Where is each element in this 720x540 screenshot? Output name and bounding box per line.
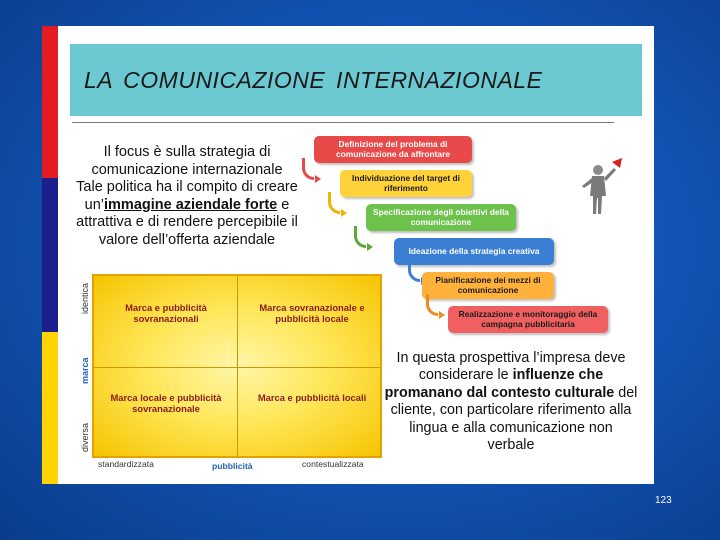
step-arrow-icon — [302, 158, 314, 180]
strip-yellow — [42, 332, 58, 484]
side-color-strip — [42, 26, 58, 484]
process-step-label: Realizzazione e monitoraggio della campagna pubblicitaria — [458, 309, 598, 329]
y-axis-title: marca — [80, 357, 90, 384]
x-axis-title: pubblicità — [212, 461, 253, 471]
step-arrow-icon — [354, 226, 366, 248]
process-step — [314, 136, 472, 163]
conclusion-text — [384, 350, 638, 454]
brand-advertising-matrix — [80, 274, 380, 471]
process-step-label: Specificazione degli obiettivi della comunicazione — [373, 207, 509, 227]
title-divider — [72, 122, 614, 123]
matrix-cell: Marca e pubblicità locali — [257, 392, 367, 403]
slide — [58, 26, 654, 484]
process-step — [366, 204, 516, 231]
businessman-megaphone-icon — [568, 156, 628, 216]
page-number: 123 — [655, 495, 672, 506]
process-step — [340, 170, 472, 197]
intro-line-2 — [64, 179, 310, 249]
matrix-vertical-divider — [237, 276, 238, 456]
step-arrow-icon — [426, 294, 438, 316]
matrix-cell: Marca locale e pubblicità sovranazionale — [110, 392, 222, 414]
process-step-label: Pianificazione dei mezzi di comunicazione — [435, 275, 541, 295]
intro-line-2-pre: Tale politica ha il compito di creare un’ — [76, 179, 298, 213]
process-step — [422, 272, 554, 299]
y-axis-bottom-label: diversa — [80, 422, 90, 452]
intro-emphasis: immagine aziendale forte — [104, 196, 278, 213]
process-step-label: Ideazione della strategia creativa — [408, 245, 540, 256]
process-step-label: Individuazione del target di riferimento — [352, 173, 460, 193]
matrix-cell: Marca sovranazionale e pubblicità locale — [259, 302, 365, 324]
step-arrow-icon — [408, 260, 420, 282]
strip-red — [42, 26, 58, 178]
process-step — [448, 306, 608, 333]
strip-blue — [42, 178, 58, 332]
matrix-horizontal-divider — [94, 367, 380, 368]
x-axis-right-label: contestualizzata — [302, 459, 364, 469]
process-step-label: Definizione del problema di comunicazione da affrontare — [335, 139, 450, 159]
conclusion-pre: In questa prospettiva l’impresa deve considerare le — [396, 350, 626, 384]
conclusion-bold: influenze che promanano dal contesto culturale — [384, 367, 615, 401]
intro-line-1: Il focus è sulla strategia di comunicazione internazionale — [91, 144, 283, 178]
slide-title: LA COMUNICAZIONE INTERNAZIONALE — [84, 66, 543, 93]
conclusion-post: del cliente, con particolare riferimento alla lingua e alla comunicazione non verbale — [390, 384, 638, 454]
step-arrow-icon — [328, 192, 340, 214]
intro-line-2-post: e attrattiva e di rendere percepibile il valore dell’offerta aziendale — [76, 196, 298, 248]
y-axis-top-label: identica — [80, 282, 90, 314]
matrix-grid — [92, 274, 382, 458]
matrix-cell: Marca e pubblicità sovranazionali — [125, 302, 207, 324]
title-banner — [70, 44, 642, 116]
x-axis-left-label: standardizzata — [98, 459, 154, 469]
intro-text — [64, 144, 310, 250]
